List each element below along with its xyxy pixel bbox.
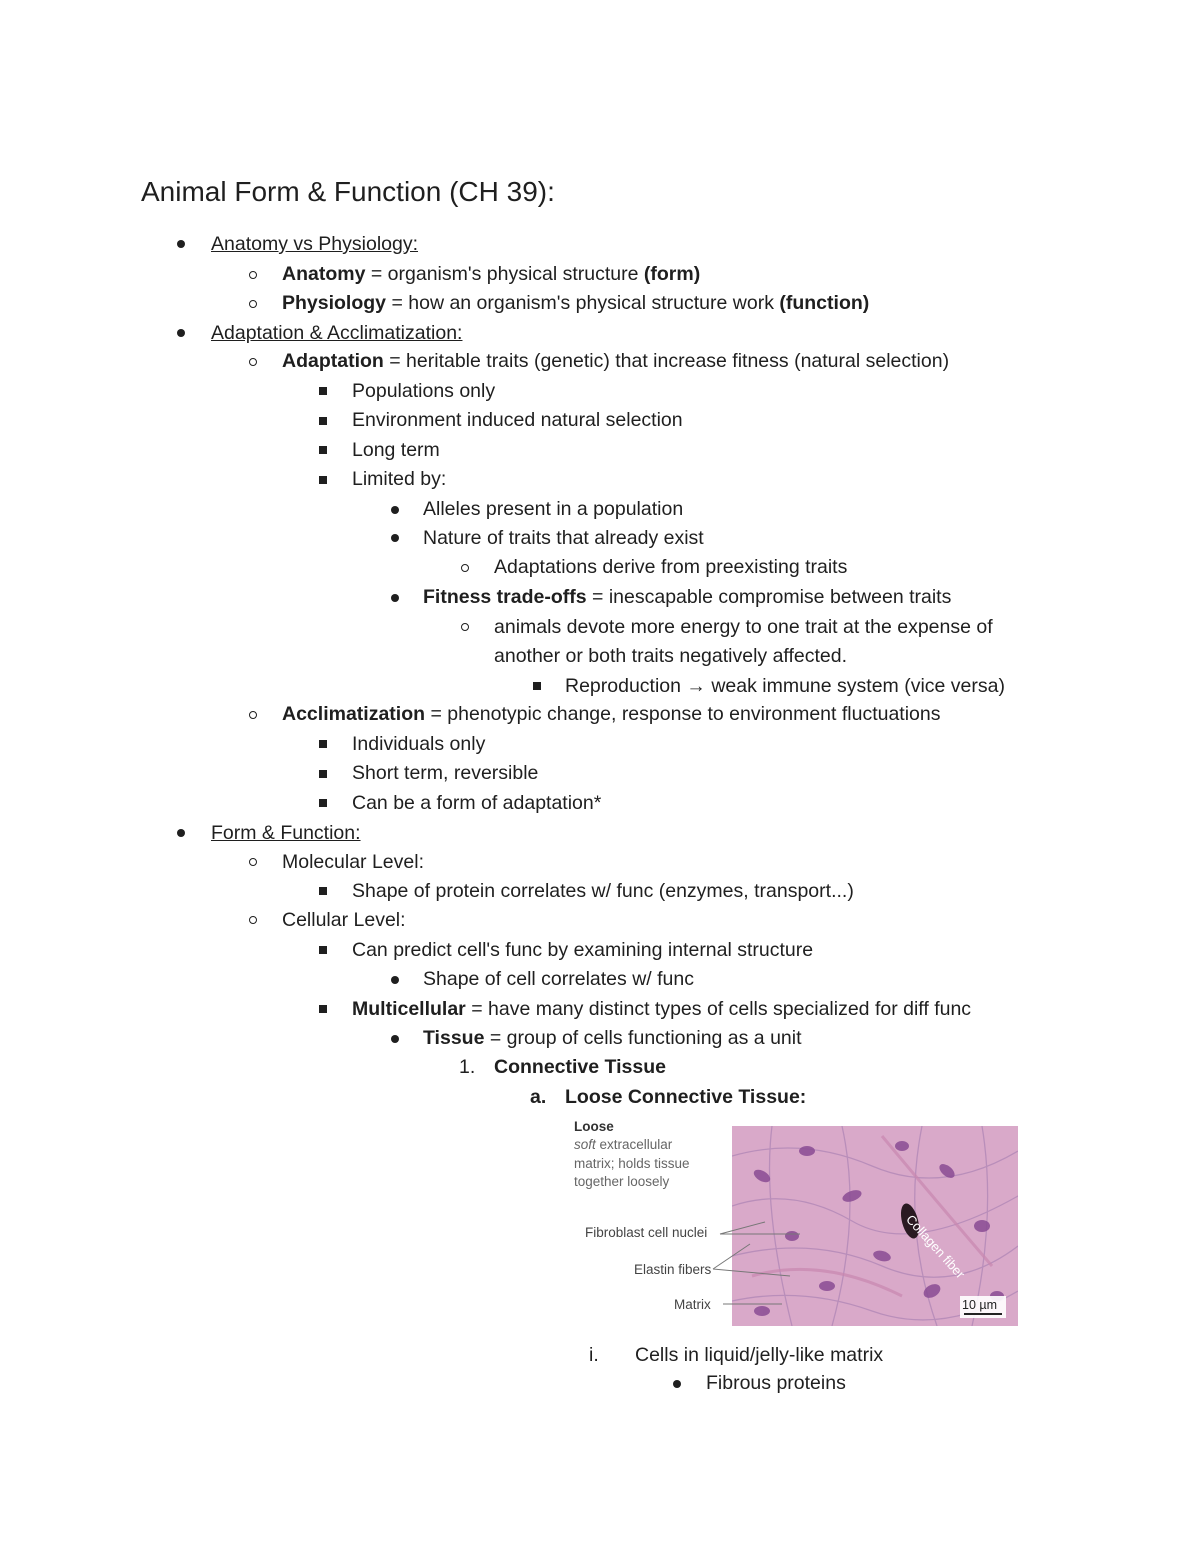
list-item-fitness: Fitness trade-offs = inescapable compromise between traits bbox=[423, 586, 952, 608]
bullet-icon bbox=[391, 594, 399, 602]
hollow-bullet-icon bbox=[461, 623, 469, 631]
figure-description: together loosely bbox=[574, 1174, 670, 1189]
bullet-icon bbox=[177, 829, 185, 837]
list-item: Reproduction → weak immune system (vice versa) bbox=[565, 675, 1005, 697]
square-bullet-icon bbox=[319, 417, 327, 425]
list-item: Alleles present in a population bbox=[423, 498, 684, 520]
figure-description: matrix; holds tissue bbox=[574, 1156, 690, 1171]
section-heading-form-function: Form & Function: bbox=[211, 822, 361, 844]
list-item: Fibrous proteins bbox=[706, 1372, 846, 1394]
list-item-multicellular: Multicellular = have many distinct types of cells specialized for diff func bbox=[352, 998, 972, 1020]
square-bullet-icon bbox=[319, 387, 327, 395]
list-item: Short term, reversible bbox=[352, 762, 539, 784]
list-roman-numeral: i. bbox=[589, 1344, 599, 1366]
bullet-icon bbox=[391, 976, 399, 984]
list-item-physiology: Physiology = how an organism's physical structure work (function) bbox=[282, 292, 870, 314]
hollow-bullet-icon bbox=[249, 358, 257, 366]
list-item: Adaptations derive from preexisting traits bbox=[494, 556, 848, 578]
figure-description: soft extracellular bbox=[574, 1137, 673, 1152]
list-item-anatomy: Anatomy = organism's physical structure (form) bbox=[282, 263, 701, 285]
label-matrix: Matrix bbox=[674, 1297, 711, 1312]
list-item: Long term bbox=[352, 439, 440, 461]
list-item: Molecular Level: bbox=[282, 851, 424, 873]
section-heading-anatomy: Anatomy vs Physiology: bbox=[211, 233, 419, 255]
hollow-bullet-icon bbox=[249, 916, 257, 924]
bullet-icon bbox=[673, 1380, 681, 1388]
list-item-acclimatization: Acclimatization = phenotypic change, response to environment fluctuations bbox=[282, 703, 941, 725]
square-bullet-icon bbox=[319, 770, 327, 778]
scale-bar-label: 10 µm bbox=[962, 1298, 997, 1312]
list-letter: a. bbox=[530, 1086, 547, 1108]
list-item: Environment induced natural selection bbox=[352, 409, 683, 431]
loose-connective-tissue-figure bbox=[560, 1116, 1022, 1332]
hollow-bullet-icon bbox=[249, 711, 257, 719]
list-item-loose-connective: Loose Connective Tissue: bbox=[565, 1086, 807, 1108]
bullet-icon bbox=[177, 240, 185, 248]
square-bullet-icon bbox=[319, 946, 327, 954]
section-heading-adaptation: Adaptation & Acclimatization: bbox=[211, 322, 463, 344]
list-number: 1. bbox=[459, 1056, 476, 1078]
list-item-continued: another or both traits negatively affected. bbox=[494, 645, 848, 667]
bullet-icon bbox=[177, 329, 185, 337]
list-item: animals devote more energy to one trait at the expense of bbox=[494, 616, 993, 638]
page-title: Animal Form & Function (CH 39): bbox=[141, 176, 555, 207]
list-item: Can predict cell's func by examining internal structure bbox=[352, 939, 814, 961]
list-item: Cellular Level: bbox=[282, 909, 406, 931]
list-item: Shape of cell correlates w/ func bbox=[423, 968, 694, 990]
list-item-tissue: Tissue = group of cells functioning as a unit bbox=[423, 1027, 802, 1049]
list-item: Nature of traits that already exist bbox=[423, 527, 704, 549]
list-item: Shape of protein correlates w/ func (enzymes, transport...) bbox=[352, 880, 854, 902]
hollow-bullet-icon bbox=[249, 300, 257, 308]
list-item: Cells in liquid/jelly-like matrix bbox=[635, 1344, 884, 1366]
list-item: Individuals only bbox=[352, 733, 486, 755]
bullet-icon bbox=[391, 1035, 399, 1043]
square-bullet-icon bbox=[319, 1005, 327, 1013]
bullet-icon bbox=[391, 506, 399, 514]
square-bullet-icon bbox=[319, 887, 327, 895]
label-elastin-fibers: Elastin fibers bbox=[634, 1262, 712, 1277]
label-fibroblast-nuclei: Fibroblast cell nuclei bbox=[585, 1225, 708, 1240]
list-item: Limited by: bbox=[352, 468, 447, 490]
square-bullet-icon bbox=[319, 799, 327, 807]
figure-heading: Loose bbox=[574, 1119, 614, 1134]
list-item: Can be a form of adaptation* bbox=[352, 792, 602, 814]
hollow-bullet-icon bbox=[249, 271, 257, 279]
label-collagen-fiber: Collagen fiber bbox=[903, 1211, 968, 1282]
list-item: Populations only bbox=[352, 380, 496, 402]
figure-leader-lines bbox=[560, 1116, 1022, 1332]
square-bullet-icon bbox=[319, 740, 327, 748]
square-bullet-icon bbox=[319, 446, 327, 454]
hollow-bullet-icon bbox=[249, 858, 257, 866]
square-bullet-icon bbox=[319, 476, 327, 484]
hollow-bullet-icon bbox=[461, 564, 469, 572]
bullet-icon bbox=[391, 534, 399, 542]
list-item-adaptation: Adaptation = heritable traits (genetic) that increase fitness (natural selection) bbox=[282, 350, 950, 372]
square-bullet-icon bbox=[533, 682, 541, 690]
list-item-connective-tissue: Connective Tissue bbox=[494, 1056, 666, 1078]
